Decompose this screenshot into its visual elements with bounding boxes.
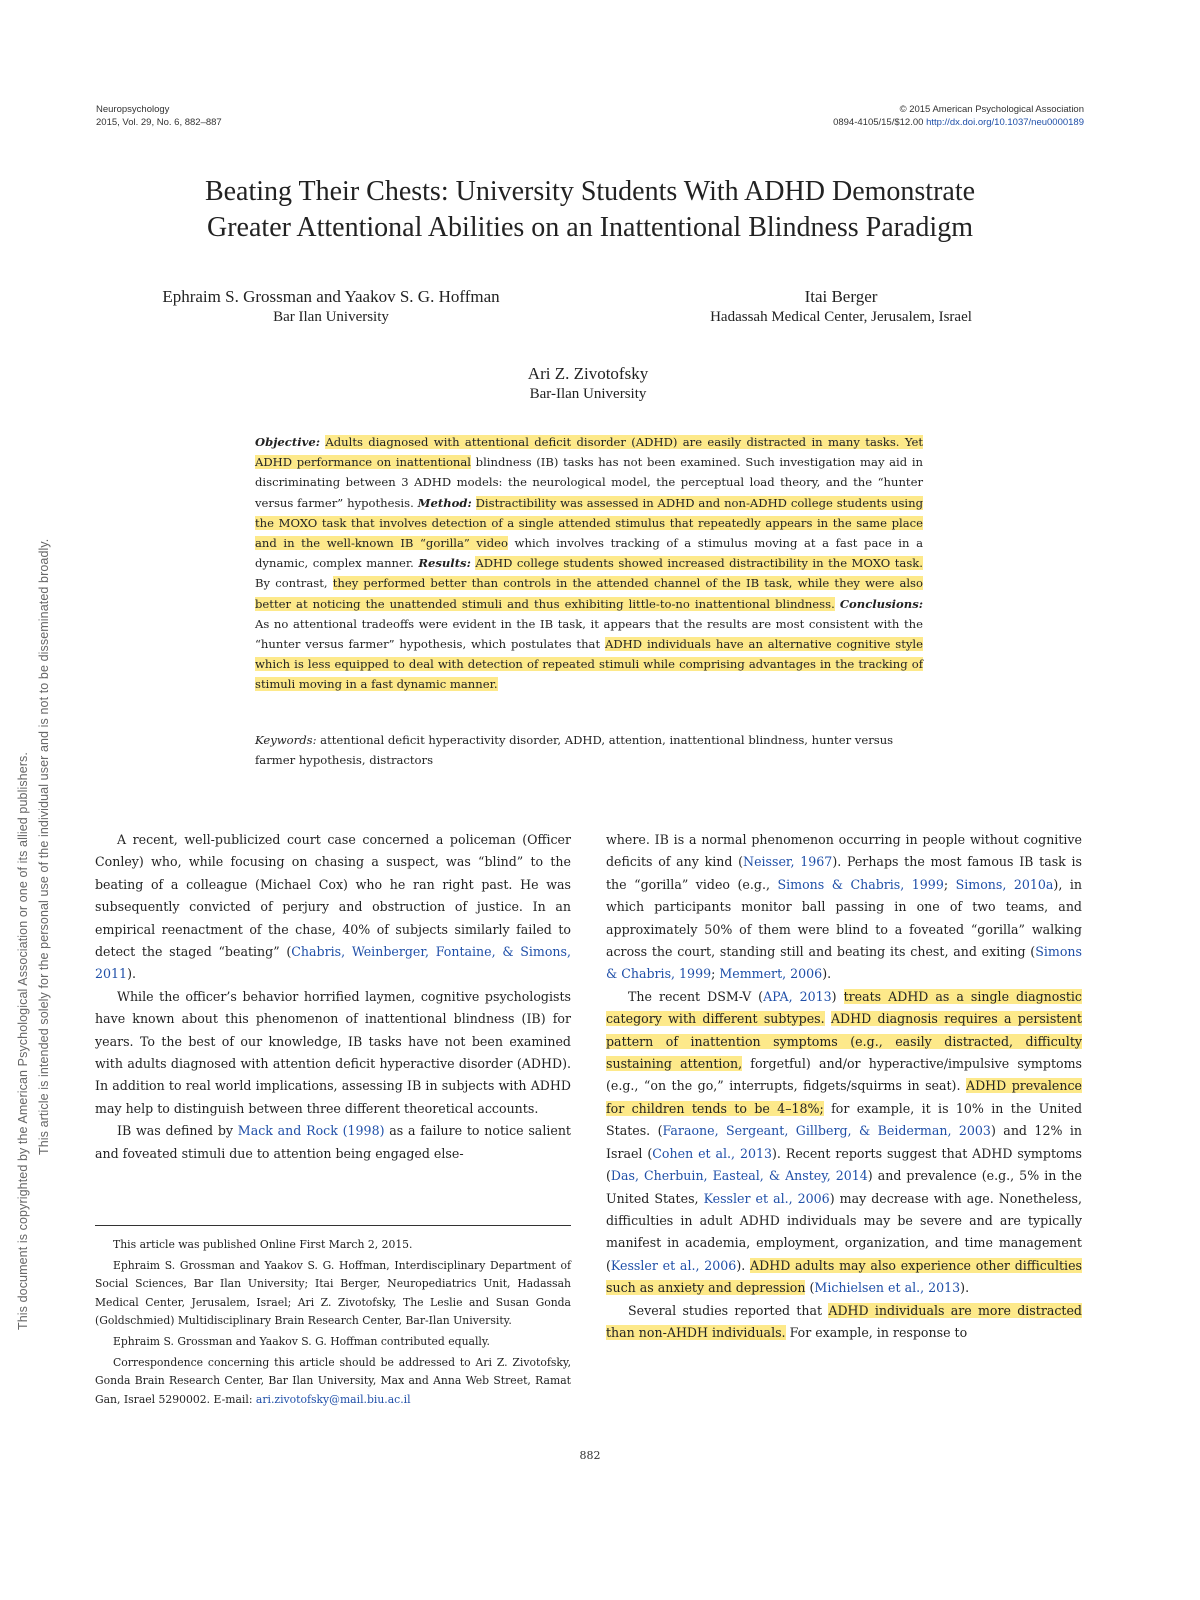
footnote: Ephraim S. Grossman and Yaakov S. G. Hoffman contributed equally. [113, 1334, 490, 1348]
highlighted-text: ADHD prevalence for children tends to be 4–18%; [606, 1078, 1082, 1116]
abstract-conclusions-highlight: ADHD individuals have an alternative cognitive style which is less equipped to deal with detection of repeated stimuli while comprising advantages in the tracking of stimuli moving in a fast dynamic manner. [255, 637, 923, 692]
keywords [255, 730, 923, 770]
copyright-header [833, 103, 1084, 129]
author-3: Ari Z. Zivotofsky [527, 364, 649, 383]
paragraph-text: ). Perhaps the most famous IB task is the “gorilla” video (e.g., [606, 854, 1082, 892]
paragraph-text: IB was defined by [117, 1123, 234, 1139]
body-right-column [606, 829, 1082, 1344]
abstract-results-highlight-2: they performed better than controls in the attended channel of the IB task, while they were also better at noticing the unattended stimuli and thus exhibiting little-to-no inattentional blindness. [255, 576, 923, 611]
highlighted-text: treats ADHD as a single diagnostic category with different subtypes. [606, 988, 1082, 1027]
citation-link[interactable]: Das, Cherbuin, Easteal, & Anstey, 2014 [610, 1168, 868, 1184]
paragraph [95, 1120, 571, 1165]
issn: 0894-4105/15/$12.00 [833, 117, 924, 128]
citation-link[interactable]: Kessler et al., 2006 [610, 1257, 737, 1273]
highlighted-text: ADHD adults may also experience other difficulties such as anxiety and depression [606, 1257, 1082, 1296]
paragraph-text: A recent, well-publicized court case concerned a policeman (Officer Conley) who, while focusing on chasing a suspect, was “blind” to the beating of a colleague (Michael Cox) who he ran right past. He was subsequently convicted of perjury and obstruction of justice. In an empirical reenactment of the chase, 40% of subjects similarly failed to detect the staged “beating” ( [95, 832, 571, 960]
paragraph-text: For example, in response to [789, 1324, 968, 1340]
abstract-results-highlight-1: ADHD college students showed increased distractibility in the MOXO task. [475, 556, 923, 571]
citation-link[interactable]: Kessler et al., 2006 [703, 1190, 830, 1206]
paragraph-text: ) and 12% in Israel ( [606, 1123, 1082, 1161]
footnote: This article was published Online First March 2, 2015. [113, 1238, 413, 1251]
paragraph-text: Several studies reported that [628, 1302, 823, 1318]
paragraph-text: The recent DSM-V ( [628, 988, 764, 1004]
abstract-objective-highlight: Adults diagnosed with attentional deficit disorder (ADHD) are easily distracted in many tasks. Yet ADHD performance on inattentional [255, 435, 923, 470]
footnote-divider [95, 1225, 571, 1226]
article-title [96, 174, 1084, 246]
affiliation-1: Bar Ilan University [273, 309, 389, 325]
abstract-objective-label: Objective: [255, 435, 320, 449]
paragraph [606, 986, 1082, 1300]
abstract-results-text: By contrast, [255, 576, 328, 591]
abstract-method-label: Method: [417, 495, 472, 510]
abstract-results-label: Results: [418, 556, 471, 571]
copyright-sidebar-notice: This document is copyrighted by the American Psychological Association or one of its allied publishers. [16, 752, 30, 1330]
paragraph-text: ( [809, 1280, 815, 1296]
citation-link[interactable]: Faraone, Sergeant, Gillberg, & Beiderman, 2003 [662, 1123, 991, 1139]
usage-sidebar-notice: This article is intended solely for the personal use of the individual user and is not to be disseminated broadly. [37, 538, 51, 1155]
paragraph-text: where. IB is a normal phenomenon occurring in people without cognitive deficits of any kind ( [606, 832, 1082, 870]
paragraph-text: ), in which participants monitor ball passing in one of two teams, and approximately 50% of them were blind to a foveated “gorilla” walking across the court, standing still and beating its chest, and exiting ( [606, 876, 1082, 960]
footnote-text: Correspondence concerning this article should be addressed to Ari Z. Zivotofsky, Gonda Brain Research Center, Bar Ilan University, Max and Anna Web Street, Ramat Gan, Israel 5290002. E-mail: [95, 1355, 571, 1406]
paragraph [606, 1300, 1082, 1345]
title-line-2: Greater Attentional Abilities on an Inattentional Blindness Paradigm [207, 212, 973, 243]
paragraph-text: ) and prevalence (e.g., 5% in the United States, [606, 1168, 1082, 1206]
paragraph: While the officer’s behavior horrified laymen, cognitive psychologists have known about this phenomenon of inattentional blindness (IB) for years. To the best of our knowledge, IB tasks have not been examined with adults diagnosed with attention deficit hyperactive disorder (ADHD). In addition to real world implications, assessing IB in subjects with ADHD may help to distinguish between three different theoretical accounts. [95, 988, 571, 1116]
paragraph-text: ) may decrease with age. Nonetheless, difficulties in adult ADHD individuals may be severe and are typically manifest in academia, employment, organization, and time management ( [606, 1190, 1082, 1273]
keywords-text: attentional deficit hyperactivity disorder, ADHD, attention, inattentional blindness, hunter versus farmer hypothesis, distractors [255, 733, 894, 768]
abstract-conclusions-text: As no attentional tradeoffs were evident in the IB task, it appears that the results are most consistent with the “hunter versus farmer” hypothesis, which postulates that [255, 616, 923, 652]
author-2: Itai Berger [804, 287, 878, 306]
highlighted-text: ADHD individuals are more distracted than non-AHDH individuals. [606, 1302, 1082, 1340]
abstract-method-highlight: Distractibility was assessed in ADHD and non-ADHD college students using the MOXO task that involves detection of a single attended stimulus that repeatedly appears in the same place and in the well-known IB “gorilla” video [255, 495, 923, 551]
abstract-method-text: which involves tracking of a stimulus moving at a fast pace in a dynamic, complex manner. [255, 536, 923, 571]
citation-link[interactable]: Cohen et al., 2013 [652, 1145, 773, 1161]
paragraph-text: ). Recent reports suggest that ADHD symptoms ( [606, 1145, 1082, 1184]
affiliation-2: Hadassah Medical Center, Jerusalem, Israel [710, 309, 972, 325]
author-group-1: Ephraim S. Grossman and Yaakov S. G. Hoffman [162, 287, 500, 306]
abstract-objective-text: blindness (IB) tasks has not been examined. Such investigation may aid in discriminating between 3 ADHD models: the neurological model, the perceptual load theory, and the “hunter versus farmer” hypothesis. [255, 455, 924, 510]
title-line-1: Beating Their Chests: University Students With ADHD Demonstrate [204, 176, 976, 207]
body-left-column [95, 829, 571, 1165]
citation-link[interactable]: Simons & Chabris, 1999 [777, 876, 944, 892]
paragraph [95, 829, 571, 986]
doi-line [833, 116, 1084, 129]
paragraph-text: ). [822, 966, 832, 982]
citation-link[interactable]: Simons & Chabris, 1999 [606, 944, 1082, 982]
citation-link[interactable]: Michielsen et al., 2013 [814, 1280, 961, 1296]
citation-link[interactable]: Chabris, Weinberger, Fontaine, & Simons, 2011 [95, 944, 571, 982]
paragraph-text: ). [736, 1257, 746, 1273]
footnote [95, 1354, 571, 1410]
journal-name: Neuropsychology [96, 104, 170, 115]
footnotes [95, 1236, 571, 1411]
page-number: 882 [579, 1449, 601, 1462]
footnote: Ephraim S. Grossman and Yaakov S. G. Hoffman, Interdisciplinary Department of Social Sciences, Bar Ilan University; Itai Berger, Neuropediatrics Unit, Hadassah Medical Center, Jerusalem, Israel; Ari Z. Zivotofsky, The Leslie and Susan Gonda (Goldschmied) Multidisciplinary Brain Research Center, Bar-Ilan University. [95, 1258, 571, 1328]
journal-volume: 2015, Vol. 29, No. 6, 882–887 [96, 117, 222, 128]
highlighted-text: ADHD diagnosis requires a persistent pattern of inattention symptoms (e.g., easily distracted, difficulty sustaining attention, [606, 1011, 1082, 1072]
paragraph-text: forgetful) and/or hyperactive/impulsive symptoms (e.g., “on the go,” interrupts, fidgets/squirms in seat). [606, 1056, 1082, 1094]
abstract-conclusions-label: Conclusions: [839, 596, 924, 611]
email-link[interactable]: ari.zivotofsky@mail.biu.ac.il [255, 1392, 411, 1406]
affiliation-3: Bar-Ilan University [529, 386, 647, 402]
journal-header [96, 103, 222, 129]
paragraph-text: ). [127, 966, 136, 982]
paragraph-text: for example, it is 10% in the United States. ( [606, 1100, 1083, 1139]
abstract [255, 432, 923, 695]
keywords-label: Keywords: [255, 733, 317, 747]
citation-link[interactable]: Simons, 2010a [955, 876, 1054, 892]
citation-link[interactable]: APA, 2013 [763, 988, 832, 1004]
paragraph-text: ). [960, 1280, 970, 1296]
copyright-notice: © 2015 American Psychological Association [899, 104, 1084, 115]
doi-link[interactable]: http://dx.doi.org/10.1037/neu0000189 [926, 117, 1084, 128]
citation-link[interactable]: Mack and Rock (1998) [237, 1123, 385, 1139]
citation-link[interactable]: Memmert, 2006 [719, 966, 823, 982]
paragraph-text: ) [831, 988, 837, 1004]
citation-link[interactable]: Neisser, 1967 [743, 854, 833, 870]
paragraph-text: as a failure to notice salient and foveated stimuli due to attention being engaged else- [95, 1123, 571, 1161]
paragraph: where. IB is a normal phenomenon occurring in people without cognitive deficits of any kind (Neisser, 1967). Perhaps the most famous IB task is the “gorilla” video (e.g., Simons & Chabris, 1999; Simons, 2010a), in which participants monitor ball passing in one of two teams, and approximately 50% of them were blind to a foveated “gorilla” walking across the court, standing still and beating its chest, and exiting (Simons & Chabris, 1999; Memmert, 2006). [606, 832, 1082, 982]
